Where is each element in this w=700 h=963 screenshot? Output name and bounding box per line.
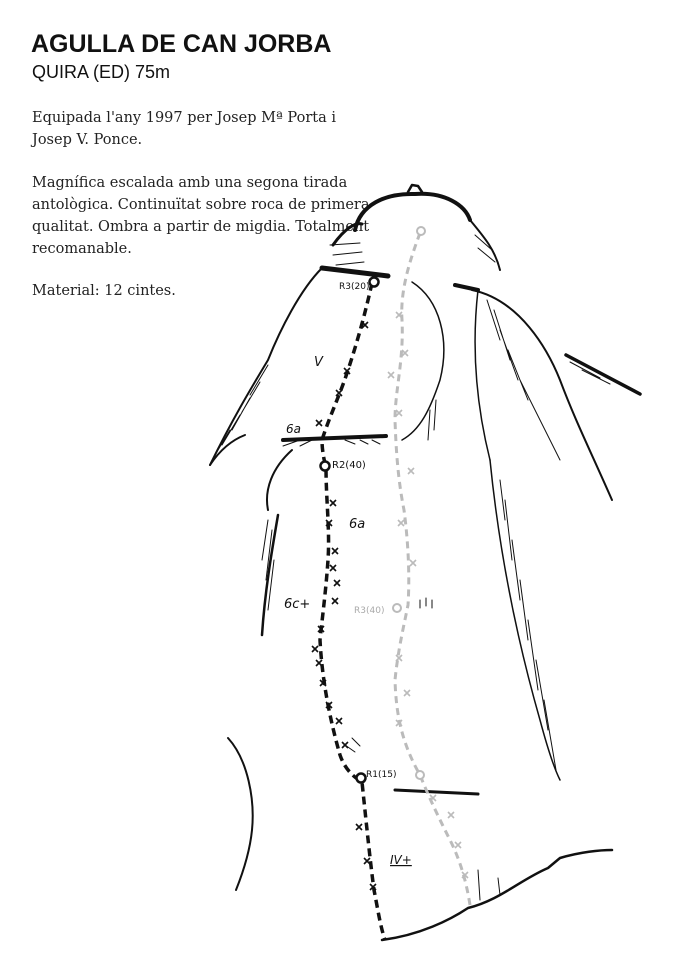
neighbor-belay [393, 604, 401, 612]
neighbor-belay-label: R3(40) [354, 606, 385, 616]
belay-r2-marker [321, 462, 330, 471]
grade-iv-label: IV+ [390, 853, 412, 867]
grade-v-label: V [314, 355, 323, 370]
belay-r1-label: R1(15) [366, 770, 397, 780]
grade-6a-ledge-label: 6a [286, 422, 301, 436]
belay-r1-marker [357, 774, 366, 783]
neighbor-route-line [395, 233, 470, 905]
grade-6a-label: 6a [349, 517, 366, 532]
route-description: Magnífica escalada amb una segona tirada antològica. Continuïtat sobre roca de primera qualitat. Ombra a partir de migdia. Totalment recomanable. [32, 175, 370, 257]
neighbor-lower-belay [416, 771, 424, 779]
belay-r2-label: R2(40) [332, 460, 366, 471]
material-info: Material: 12 cintes. [32, 283, 176, 299]
rock-outline [210, 185, 640, 940]
route-subtitle: QUIRA (ED) 75m [32, 62, 171, 82]
belay-r3-marker [370, 278, 379, 287]
neighbor-top-belay [417, 227, 425, 235]
belay-r3-label: R3(20) [339, 282, 370, 292]
grade-6c-label: 6c+ [284, 597, 311, 612]
page-title: AGULLA DE CAN JORBA [31, 30, 332, 58]
equipment-info: Equipada l'any 1997 per Josep Mª Porta i Josep V. Ponce. [32, 110, 336, 148]
